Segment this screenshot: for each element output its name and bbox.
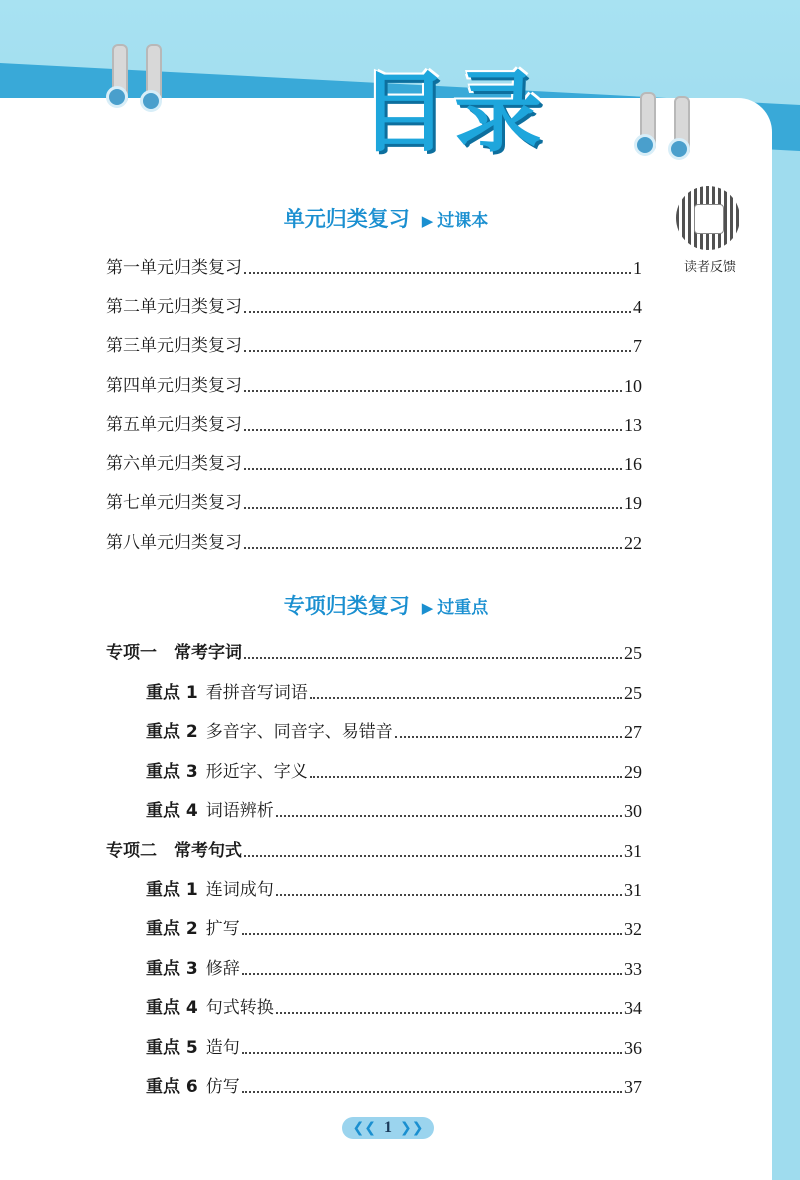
dot-leader: [276, 814, 622, 817]
toc-page: 31: [624, 841, 642, 861]
toc-page: 25: [624, 683, 642, 703]
toc-label: 第五单元归类复习: [106, 415, 242, 435]
key-point-number: 重点 4: [146, 998, 198, 1018]
toc-entry[interactable]: [106, 409, 642, 437]
toc-label: 第一单元归类复习: [106, 258, 242, 278]
toc-page: 4: [633, 297, 642, 317]
toc-page: 31: [624, 880, 642, 900]
section-subtitle: 过重点: [437, 598, 489, 618]
page-number-badge: [342, 1117, 434, 1139]
key-point-number: 重点 4: [146, 801, 198, 821]
key-point-number: 重点 3: [146, 959, 198, 979]
toc-entry[interactable]: [106, 835, 642, 863]
toc-page: 27: [624, 722, 642, 742]
toc-page: 30: [624, 801, 642, 821]
toc-page: 29: [624, 762, 642, 782]
toc-entry[interactable]: [106, 330, 642, 358]
toc-label: 看拼音写词语: [205, 683, 308, 703]
dot-leader: [244, 546, 622, 549]
dot-leader: [242, 1090, 622, 1093]
dot-leader: [244, 506, 622, 509]
toc-page: 19: [624, 493, 642, 513]
toc-subentry[interactable]: [146, 795, 642, 823]
toc-subentry[interactable]: [146, 913, 642, 941]
dot-leader: [242, 972, 622, 975]
toc-label: 第二单元归类复习: [106, 297, 242, 317]
toc-label: 扩写: [205, 919, 240, 939]
key-point-number: 重点 1: [146, 880, 198, 900]
toc-entry[interactable]: [106, 527, 642, 555]
toc-label: 第六单元归类复习: [106, 454, 242, 474]
dot-leader: [310, 696, 622, 699]
dot-leader: [244, 854, 622, 857]
toc-label: 连词成句: [205, 880, 274, 900]
toc-label: 形近字、字义: [205, 762, 308, 782]
section-subtitle: 过课本: [437, 211, 489, 231]
dot-leader: [244, 467, 622, 470]
toc-page: 7: [633, 336, 642, 356]
dot-leader: [242, 1051, 622, 1054]
toc-label: 仿写: [205, 1077, 240, 1097]
dot-leader: [244, 389, 622, 392]
toc-subentry[interactable]: [146, 1032, 642, 1060]
page-title: 目录: [360, 61, 549, 164]
section-title: 单元归类复习: [283, 207, 410, 231]
toc-page: 33: [624, 959, 642, 979]
toc-entry[interactable]: [106, 487, 642, 515]
toc-subentry[interactable]: [146, 756, 642, 784]
toc-label: 第三单元归类复习: [106, 336, 242, 356]
dot-leader: [244, 349, 631, 352]
dot-leader: [276, 1011, 622, 1014]
section-title: 专项归类复习: [283, 594, 410, 618]
double-chevron-left-icon: ❮❮: [352, 1120, 376, 1136]
toc-label: 第七单元归类复习: [106, 493, 242, 513]
key-point-number: 重点 5: [146, 1038, 198, 1058]
toc-page: 13: [624, 415, 642, 435]
key-point-number: 重点 2: [146, 722, 198, 742]
toc-label: 第八单元归类复习: [106, 533, 242, 553]
toc-label: 专项二 常考句式: [106, 841, 242, 861]
double-chevron-right-icon: ❯❯: [400, 1120, 424, 1136]
toc-entry[interactable]: [106, 252, 642, 280]
toc-subentry[interactable]: [146, 677, 642, 705]
toc-label: 专项一 常考字词: [106, 643, 242, 663]
toc-page: 32: [624, 919, 642, 939]
toc-page: 34: [624, 998, 642, 1018]
toc-page: 10: [624, 376, 642, 396]
toc-page: 16: [624, 454, 642, 474]
toc-label: 词语辨析: [205, 801, 274, 821]
dot-leader: [244, 656, 622, 659]
dot-leader: [244, 271, 631, 274]
toc-label: 句式转换: [205, 998, 274, 1018]
toc-subentry[interactable]: [146, 716, 642, 744]
dot-leader: [276, 893, 622, 896]
toc-entry[interactable]: [106, 370, 642, 398]
play-arrow-icon: ▶: [421, 599, 434, 617]
section-heading-topics: [0, 590, 772, 620]
toc-page: 22: [624, 533, 642, 553]
section-heading-units: [0, 203, 772, 233]
toc-subentry[interactable]: [146, 874, 642, 902]
toc-page: 36: [624, 1038, 642, 1058]
key-point-number: 重点 2: [146, 919, 198, 939]
key-point-number: 重点 3: [146, 762, 198, 782]
page-number: 1: [384, 1119, 392, 1136]
toc-label: 造句: [205, 1038, 240, 1058]
toc-entry[interactable]: [106, 637, 642, 665]
toc-subentry[interactable]: [146, 953, 642, 981]
toc-subentry[interactable]: [146, 992, 642, 1020]
play-arrow-icon: ▶: [421, 212, 434, 230]
toc-page: 1: [633, 258, 642, 278]
dot-leader: [310, 775, 622, 778]
toc-entry[interactable]: [106, 291, 642, 319]
dot-leader: [244, 428, 622, 431]
toc-label: 第四单元归类复习: [106, 376, 242, 396]
dot-leader: [244, 310, 631, 313]
key-point-number: 重点 6: [146, 1077, 198, 1097]
toc-label: 多音字、同音字、易错音: [205, 722, 393, 742]
toc-entry[interactable]: [106, 448, 642, 476]
qr-label: 读者反馈: [683, 260, 736, 275]
toc-page: 25: [624, 643, 642, 663]
toc-label: 修辞: [205, 959, 240, 979]
dot-leader: [395, 735, 622, 738]
toc-page: 37: [624, 1077, 642, 1097]
toc-subentry[interactable]: [146, 1071, 642, 1099]
key-point-number: 重点 1: [146, 683, 198, 703]
dot-leader: [242, 932, 622, 935]
